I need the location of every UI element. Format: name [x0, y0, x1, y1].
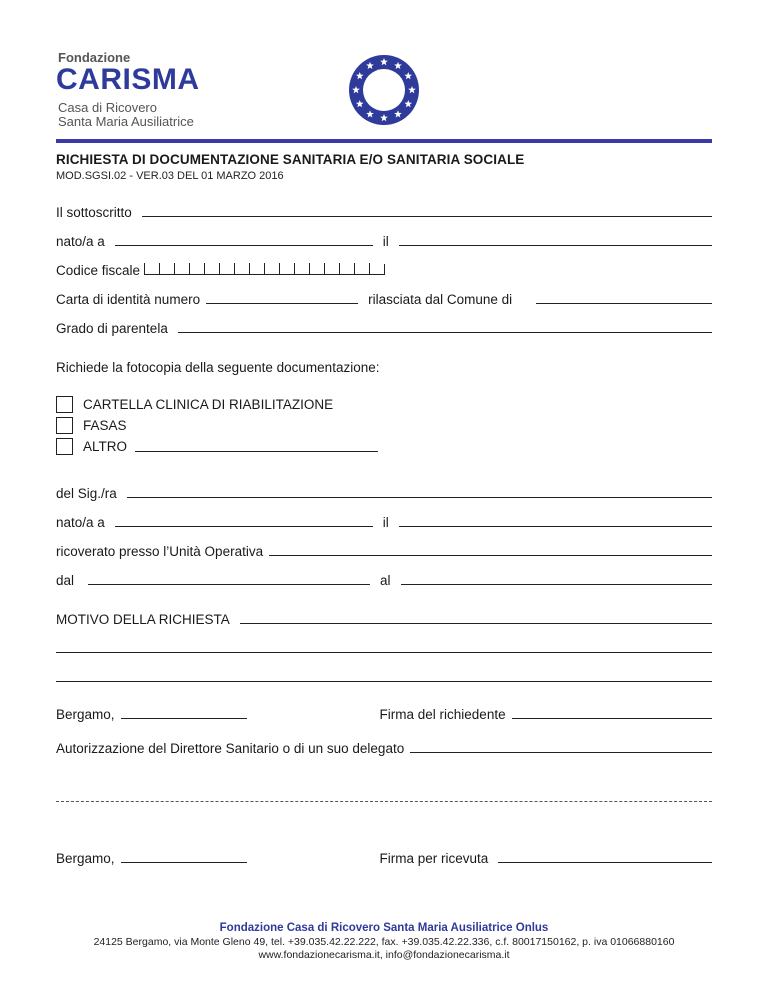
label-il-2: il	[382, 515, 389, 530]
option-label: ALTRO	[83, 438, 128, 454]
codice-fiscale-box[interactable]	[204, 263, 219, 275]
logo-fondazione: Fondazione	[58, 50, 131, 65]
input-firma-ricevuta[interactable]	[498, 862, 712, 863]
row-firma-ricevuta	[56, 848, 712, 866]
label-sottoscritto: Il sottoscritto	[56, 205, 132, 220]
label-firma-ricevuta: Firma per ricevuta	[379, 851, 489, 866]
logo-subtitle-1: Casa di Ricovero	[58, 100, 157, 115]
option-label: FASAS	[83, 417, 127, 433]
input-data-nascita[interactable]	[399, 245, 712, 246]
input-data-2[interactable]	[121, 862, 247, 863]
checkbox-cartella-clinica[interactable]	[56, 396, 73, 413]
label-il: il	[382, 234, 389, 249]
codice-fiscale-box[interactable]	[159, 263, 174, 275]
option-cartella-clinica[interactable]	[56, 395, 333, 413]
label-firma-richiedente: Firma del richiedente	[379, 707, 506, 722]
label-ricoverato: ricoverato presso l’Unità Operativa	[56, 544, 264, 559]
input-firma-richiedente[interactable]	[512, 718, 712, 719]
codice-fiscale-box[interactable]	[189, 263, 204, 275]
stars-emblem-icon	[348, 54, 420, 126]
codice-fiscale-box[interactable]	[294, 263, 309, 275]
row-grado-parentela	[56, 318, 712, 336]
input-motivo-3[interactable]	[56, 681, 712, 682]
codice-fiscale-box[interactable]	[264, 263, 279, 275]
header-rule	[56, 139, 712, 143]
label-nato-a-2: nato/a a	[56, 515, 105, 530]
codice-fiscale-box[interactable]	[279, 263, 294, 275]
input-sottoscritto[interactable]	[142, 216, 712, 217]
option-fasas[interactable]	[56, 416, 127, 434]
label-motivo: MOTIVO DELLA RICHIESTA	[56, 612, 230, 627]
row-ricoverato	[56, 541, 712, 559]
label-carta-identita: Carta di identità numero	[56, 292, 201, 307]
cut-line	[56, 801, 712, 802]
row-sig	[56, 483, 712, 501]
row-motivo	[56, 609, 712, 627]
row-motivo-line-2	[56, 638, 712, 656]
logo-subtitle-2: Santa Maria Ausiliatrice	[58, 114, 194, 129]
footer-address: 24125 Bergamo, via Monte Gleno 49, tel. +39.035.42.22.222, fax. +39.035.42.22.336, c.f. 80017150162, p. iva 01066880160	[93, 936, 675, 948]
label-al: al	[380, 573, 391, 588]
footer-name: Fondazione Casa di Ricovero Santa Maria Ausiliatrice Onlus	[219, 922, 549, 934]
input-data-nascita-2[interactable]	[399, 526, 712, 527]
codice-fiscale-box[interactable]	[144, 263, 159, 275]
checkbox-fasas[interactable]	[56, 417, 73, 434]
label-rilasciata: rilasciata dal Comune di	[368, 292, 513, 307]
codice-fiscale-box[interactable]	[369, 263, 384, 275]
label-grado-parentela: Grado di parentela	[56, 321, 168, 336]
input-nato-a[interactable]	[115, 245, 373, 246]
row-nascita-2	[56, 512, 712, 530]
row-nascita	[56, 231, 712, 249]
codice-fiscale-box[interactable]	[339, 263, 354, 275]
input-dal[interactable]	[88, 584, 370, 585]
document-title: RICHIESTA DI DOCUMENTAZIONE SANITARIA E/O SANITARIA SOCIALE	[56, 152, 525, 167]
footer-web: www.fondazionecarisma.it, info@fondazionecarisma.it	[258, 949, 510, 961]
label-richiede: Richiede la fotocopia della seguente documentazione:	[56, 360, 380, 375]
logo-carisma: CARISMA	[56, 63, 200, 96]
input-al[interactable]	[401, 584, 712, 585]
document-version: MOD.SGSI.02 - VER.03 DEL 01 MARZO 2016	[56, 170, 284, 182]
row-sottoscritto	[56, 202, 712, 220]
label-autorizzazione: Autorizzazione del Direttore Sanitario o di un suo delegato	[56, 741, 405, 756]
input-motivo[interactable]	[240, 623, 712, 624]
input-data-1[interactable]	[121, 718, 247, 719]
label-nato-a: nato/a a	[56, 234, 105, 249]
input-nato-a-2[interactable]	[115, 526, 373, 527]
input-altro[interactable]	[135, 451, 378, 452]
label-bergamo-1: Bergamo,	[56, 707, 115, 722]
row-motivo-line-3	[56, 667, 712, 685]
label-sig: del Sig./ra	[56, 486, 117, 501]
codice-fiscale-box[interactable]	[309, 263, 324, 275]
codice-fiscale-box[interactable]	[324, 263, 339, 275]
codice-fiscale-box-end	[384, 264, 385, 275]
codice-fiscale-box[interactable]	[234, 263, 249, 275]
input-motivo-2[interactable]	[56, 652, 712, 653]
codice-fiscale-box[interactable]	[219, 263, 234, 275]
option-label: CARTELLA CLINICA DI RIABILITAZIONE	[83, 396, 334, 412]
row-periodo	[56, 570, 712, 588]
codice-fiscale-box[interactable]	[249, 263, 264, 275]
row-codice-fiscale	[56, 260, 712, 278]
input-sig[interactable]	[127, 497, 712, 498]
row-richiede	[56, 357, 712, 375]
label-dal: dal	[56, 573, 75, 588]
label-codice-fiscale: Codice fiscale	[56, 263, 141, 278]
input-carta-identita[interactable]	[206, 303, 358, 304]
codice-fiscale-boxes[interactable]	[144, 263, 385, 275]
input-grado-parentela[interactable]	[178, 332, 712, 333]
codice-fiscale-box[interactable]	[354, 263, 369, 275]
option-altro[interactable]	[56, 437, 378, 455]
input-autorizzazione[interactable]	[410, 752, 712, 753]
codice-fiscale-box[interactable]	[174, 263, 189, 275]
checkbox-altro[interactable]	[56, 438, 73, 455]
input-comune-rilascio[interactable]	[536, 303, 712, 304]
label-bergamo-2: Bergamo,	[56, 851, 115, 866]
row-autorizzazione	[56, 738, 712, 756]
input-unita-operativa[interactable]	[269, 555, 712, 556]
row-firma-richiedente	[56, 704, 712, 722]
row-carta-identita	[56, 289, 712, 307]
